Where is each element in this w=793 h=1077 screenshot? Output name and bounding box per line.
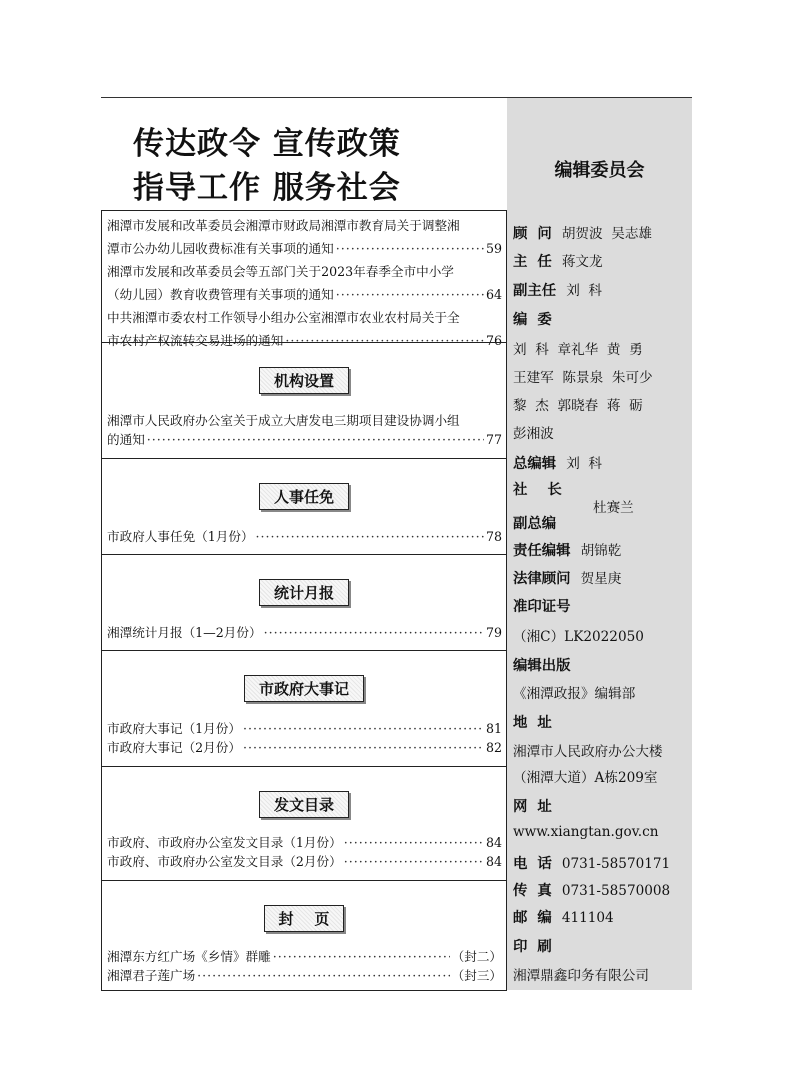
- section-box-institutions: [101, 342, 507, 459]
- editorial-value: 王建军 陈景泉 朱可少: [513, 370, 653, 386]
- editorial-row: [593, 496, 634, 516]
- editorial-label: 编辑出版: [513, 658, 571, 674]
- editorial-label: 网 址: [513, 799, 552, 815]
- section-title: 发文目录: [259, 791, 349, 818]
- editorial-row: [513, 595, 571, 616]
- slogan-block: [101, 98, 507, 210]
- toc-entry-text: 潭市公办幼儿园收费标准有关事项的通知: [107, 241, 334, 256]
- editorial-value: 胡贺波 吴志雄: [561, 226, 653, 242]
- editorial-board-title: 编辑委员会: [554, 160, 645, 181]
- editorial-label: 副主任: [513, 283, 557, 299]
- editorial-row: [513, 567, 621, 588]
- editorial-row: [513, 682, 635, 702]
- editorial-row: [513, 852, 670, 873]
- toc-entry[interactable]: [107, 411, 502, 449]
- toc-page-number: 84: [485, 835, 502, 850]
- toc-entry[interactable]: [107, 852, 502, 871]
- editorial-value: 彭湘波: [513, 426, 554, 442]
- section-box-documents: [101, 766, 507, 881]
- contents-column: [101, 98, 507, 983]
- editorial-row: [513, 394, 643, 414]
- toc-entry-text: 市政府、市政府办公室发文目录（2月份）: [107, 854, 342, 869]
- section-title: 市政府大事记: [244, 675, 364, 702]
- contents-box-intro: [101, 210, 507, 348]
- editorial-value: 蒋文龙: [561, 254, 603, 270]
- editorial-value: 刘 科: [566, 456, 603, 472]
- toc-entry[interactable]: [107, 966, 502, 985]
- editorial-label: 传 真: [513, 883, 552, 899]
- editorial-value: 0731-58570008: [561, 883, 671, 899]
- toc-entry-text: （幼儿园）教育收费管理有关事项的通知: [107, 287, 334, 302]
- toc-page-number: （封二）: [451, 949, 502, 964]
- leader-dots: [264, 623, 484, 642]
- editorial-row: [513, 906, 614, 927]
- section-title: 人事任免: [259, 483, 349, 510]
- editorial-label: 印 刷: [513, 939, 552, 955]
- editorial-label: 副总编: [513, 516, 557, 532]
- editorial-value: 黎 杰 郭晓春 蒋 砺: [513, 398, 643, 414]
- toc-entry-text: 市政府大事记（2月份）: [107, 740, 241, 755]
- editorial-value: 0731-58570171: [561, 856, 671, 872]
- toc-entry[interactable]: [107, 947, 502, 966]
- toc-page-number: 84: [485, 854, 502, 869]
- editorial-row: [513, 308, 552, 329]
- toc-entry-text: 市农村产权流转交易进场的通知: [107, 333, 284, 348]
- editorial-value: 411104: [561, 910, 614, 926]
- leader-dots: [197, 966, 449, 985]
- editorial-label: 社 长: [513, 482, 562, 498]
- section-title: 机构设置: [259, 367, 349, 394]
- editorial-value: （湘潭大道）A栋209室: [513, 770, 658, 786]
- editorial-value: （湘C）LK2022050: [513, 629, 644, 645]
- leader-dots: [336, 237, 484, 260]
- toc-entry-text: 的通知: [107, 432, 145, 447]
- toc-entry-text: 湘潭统计月报（1—2月份）: [107, 625, 262, 640]
- editorial-row: [513, 740, 663, 760]
- leader-dots: [243, 719, 484, 738]
- slogan-line-2: 指导工作 服务社会: [133, 170, 401, 206]
- toc-entry-text: 市政府、市政府办公室发文目录（1月份）: [107, 835, 342, 850]
- editorial-value: 湘潭鼎鑫印务有限公司: [513, 968, 649, 984]
- editorial-row: [513, 422, 554, 442]
- editorial-label: 地 址: [513, 715, 552, 731]
- editorial-value: 杜赛兰: [593, 500, 634, 516]
- editorial-row: [513, 222, 652, 243]
- toc-entry-text: 湘潭市发展和改革委员会湘潭市财政局湘潭市教育局关于调整湘: [107, 218, 460, 233]
- toc-page-number: 79: [485, 625, 502, 640]
- editorial-row: [513, 279, 602, 300]
- slogan-line-1: 传达政令 宣传政策: [133, 126, 401, 162]
- editorial-value: 《湘潭政报》编辑部: [513, 686, 636, 702]
- toc-page-number: 77: [485, 432, 502, 447]
- editorial-label: 电 话: [513, 856, 552, 872]
- editorial-label: 法律顾问: [513, 571, 571, 587]
- toc-entry[interactable]: [107, 214, 502, 260]
- toc-entry[interactable]: [107, 527, 502, 546]
- toc-entry-text: 湘潭市发展和改革委员会等五部门关于2023年春季全市中小学: [107, 264, 454, 279]
- toc-page-number: 78: [485, 529, 502, 544]
- editorial-row: [513, 452, 602, 473]
- editorial-row: [513, 964, 649, 984]
- toc-entry-text: 中共湘潭市委农村工作领导小组办公室湘潭市农业农村局关于全: [107, 310, 460, 325]
- editorial-label: 总编辑: [513, 456, 557, 472]
- toc-entry-text: 湘潭君子莲广场: [107, 968, 196, 983]
- toc-entry[interactable]: [107, 623, 502, 642]
- toc-page-number: 76: [485, 333, 502, 348]
- editorial-label: 顾 问: [513, 226, 552, 242]
- section-box-appointments: [101, 458, 507, 555]
- leader-dots: [336, 283, 484, 306]
- editorial-board-panel: [507, 98, 692, 990]
- editorial-value: 胡锦乾: [580, 543, 622, 559]
- editorial-row: [513, 539, 621, 560]
- editorial-row: [513, 250, 603, 271]
- editorial-value: 湘潭市人民政府办公大楼: [513, 744, 663, 760]
- toc-entry[interactable]: [107, 738, 502, 757]
- toc-page-number: （封三）: [451, 968, 502, 983]
- editorial-value: 刘 科 章礼华 黄 勇: [513, 342, 643, 358]
- leader-dots: [243, 738, 484, 757]
- editorial-row: [513, 766, 658, 786]
- editorial-row: [513, 824, 658, 840]
- editorial-row: [513, 654, 571, 675]
- editorial-row: [513, 478, 562, 499]
- editorial-row: [513, 512, 556, 533]
- editorial-row: [513, 711, 552, 732]
- toc-page-number: 59: [485, 241, 502, 256]
- section-box-chronicle: [101, 650, 507, 767]
- editorial-label: 邮 编: [513, 910, 552, 926]
- leader-dots: [147, 430, 484, 449]
- toc-entry-text: 湘潭东方红广场《乡情》群雕: [107, 949, 271, 964]
- leader-dots: [344, 833, 484, 852]
- toc-page-number: 81: [485, 721, 502, 736]
- section-title: 统计月报: [259, 579, 349, 606]
- leader-dots: [256, 527, 484, 546]
- editorial-row: [513, 625, 644, 645]
- editorial-value: 贺星庚: [580, 571, 622, 587]
- editorial-row: [513, 366, 653, 386]
- section-title: 封 页: [264, 905, 345, 932]
- toc-entry[interactable]: [107, 260, 502, 306]
- toc-entry-text: 市政府人事任免（1月份）: [107, 529, 254, 544]
- editorial-label: 主 任: [513, 254, 552, 270]
- editorial-label: 准印证号: [513, 599, 571, 615]
- toc-page-number: 64: [485, 287, 502, 302]
- editorial-row: [513, 338, 643, 358]
- editorial-row: [513, 879, 670, 900]
- editorial-row: [513, 795, 552, 816]
- leader-dots: [273, 947, 450, 966]
- toc-entry[interactable]: [107, 719, 502, 738]
- editorial-value: www.xiangtan.gov.cn: [513, 824, 659, 840]
- editorial-label: 编 委: [513, 312, 552, 328]
- toc-page-number: 82: [485, 740, 502, 755]
- section-box-covers: [101, 880, 507, 991]
- toc-entry-text: 市政府大事记（1月份）: [107, 721, 241, 736]
- toc-entry-text: 湘潭市人民政府办公室关于成立大唐发电三期项目建设协调小组: [107, 413, 460, 428]
- editorial-value: 刘 科: [566, 283, 603, 299]
- editorial-row: [513, 935, 552, 956]
- editorial-label: 责任编辑: [513, 543, 571, 559]
- leader-dots: [344, 852, 484, 871]
- toc-entry[interactable]: [107, 833, 502, 852]
- section-box-statistics: [101, 554, 507, 651]
